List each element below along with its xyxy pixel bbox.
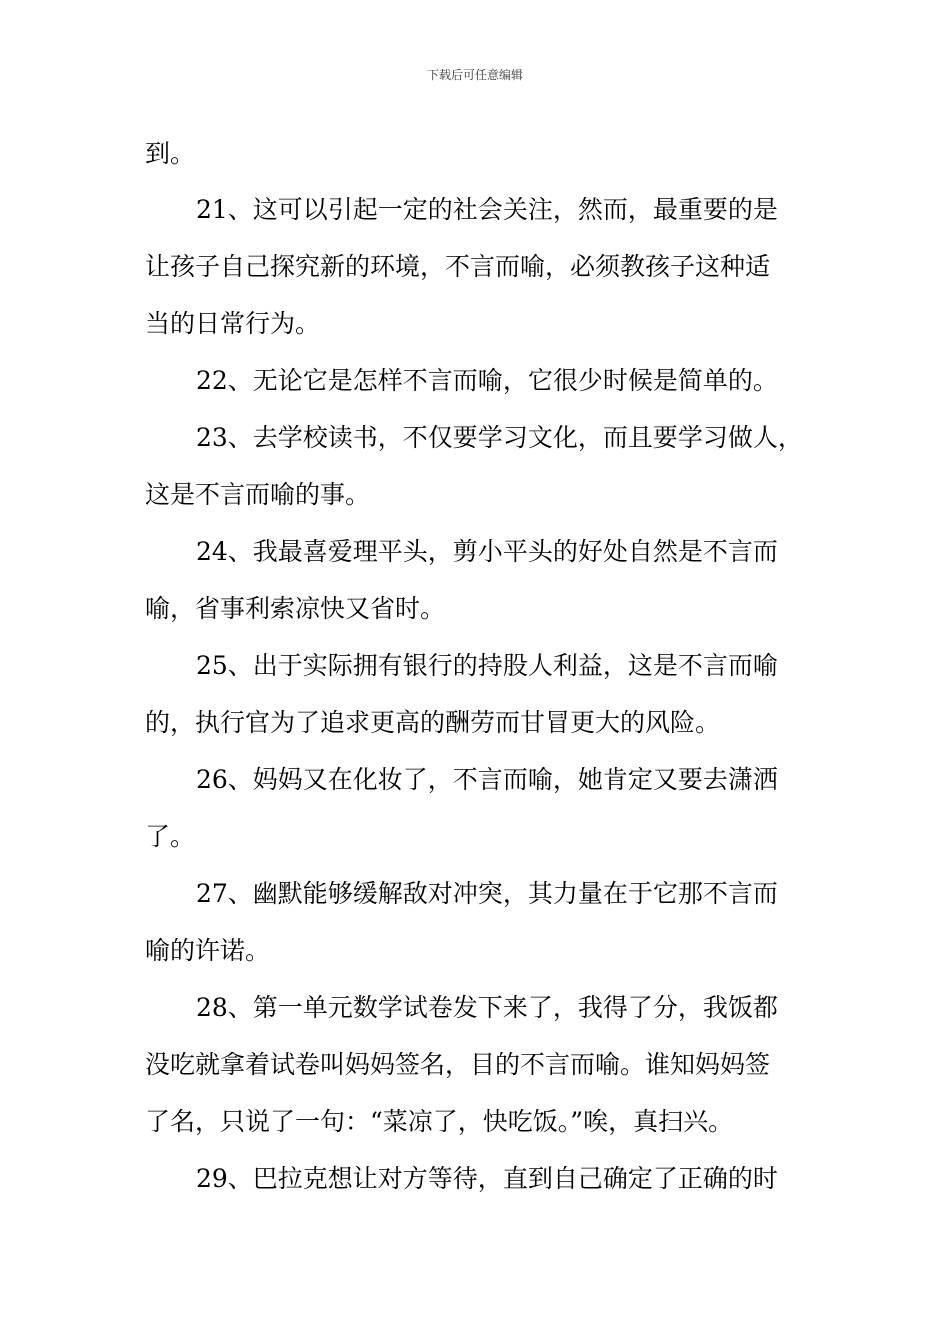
text-line: 了。 [145,822,196,851]
text-line: 当的日常行为。 [145,309,321,338]
text-line: 28、第一单元数学试卷发下来了，我得了分，我饭都 [196,993,778,1022]
page-header: 下载后可任意编辑 [426,68,523,82]
text-line: 喻，省事利索凉快又省时。 [145,594,446,623]
text-line: 25、出于实际拥有银行的持股人利益，这是不言而喻 [196,651,778,680]
text-line: 了名，只说了一句：“菜凉了，快吃饭。”唉，真扫兴。 [145,1107,734,1136]
text-line: 24、我最喜爱理平头，剪小平头的好处自然是不言而 [196,537,778,566]
text-line: 这是不言而喻的事。 [145,480,371,509]
text-line: 到。 [145,139,196,168]
text-line: 23、去学校读书，不仅要学习文化，而且要学习做人， [196,423,803,452]
text-line: 喻的许诺。 [145,936,271,965]
text-line: 让孩子自己探究新的环境，不言而喻，必须教孩子这种适 [145,252,771,281]
text-line: 26、妈妈又在化妆了，不言而喻，她肯定又要去潇洒 [196,765,778,794]
text-line: 没吃就拿着试卷叫妈妈签名，目的不言而喻。谁知妈妈签 [145,1050,771,1079]
text-line: 21、这可以引起一定的社会关注，然而，最重要的是 [196,195,778,224]
text-line: 27、幽默能够缓解敌对冲突，其力量在于它那不言而 [196,879,778,908]
text-line: 22、无论它是怎样不言而喻，它很少时候是简单的。 [196,366,778,395]
text-line: 的，执行官为了追求更高的酬劳而甘冒更大的风险。 [145,708,721,737]
text-line: 29、巴拉克想让对方等待，直到自己确定了正确的时 [196,1164,778,1193]
